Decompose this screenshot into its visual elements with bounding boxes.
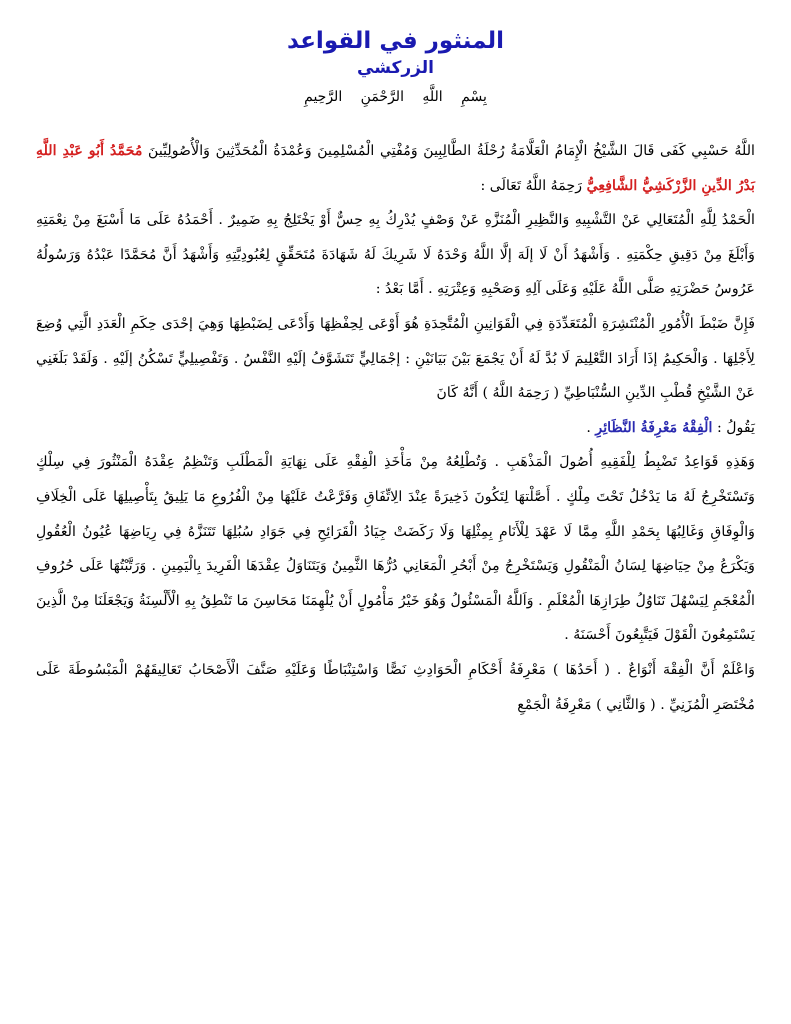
author-full-name-highlight: مُحَمَّدُ أَبُو عَبْدِ اللَّهِ بَدْرُ الدِّينِ الزَّرْكَشِيُّ الشَّافِعِيُّ bbox=[36, 143, 755, 194]
fiqh-types-paragraph: وَاعْلَمْ أَنَّ الْفِقْهَ أَنْوَاعٌ . ( أَحَدُهَا ) مَعْرِفَةُ أَحْكَامِ الْحَوَادِثِ نَصًّا وَاسْتِنْبَاطًا وَعَلَيْهِ صَنَّفَ الْأَصْحَابُ تَعَالِيقَهُمْ الْمَبْسُوطَةَ عَلَى مُخْتَصَرِ الْمُزَنِيِّ . ( وَالثَّانِي ) مَعْرِفَةُ الْجَمْعِ bbox=[36, 661, 755, 713]
document-title: المنثور في القواعد bbox=[286, 28, 505, 54]
quote-lead-text: يَقُولُ : bbox=[716, 419, 755, 436]
opening-intro-text: اللَّهُ حَسْبِي كَفَى قَالَ الشَّيْخُ الْإِمَامُ الْعَلَّامَةُ رُحْلَةُ الطَّالِبِينَ وَمُفْتِي الْمُسْلِمِينَ وَعُمْدَةُ الْمُحَدِّثِينَ وَالْأُصُولِيِّينَ bbox=[148, 143, 755, 159]
opening-blessing-text: رَحِمَهُ اللَّهُ تَعَالَى : bbox=[480, 177, 583, 194]
basmala: بِسْمِ اللَّهِ الرَّحْمَنِ الرَّحِيمِ bbox=[304, 89, 487, 105]
fiqh-definition-highlight: الْفِقْهُ مَعْرِفَةُ النَّظَائِرِ bbox=[595, 419, 713, 436]
quote-end-text: . bbox=[586, 419, 591, 436]
opening-paragraph bbox=[36, 134, 755, 203]
praise-paragraph: الْحَمْدُ لِلَّهِ الْمُتَعَالِي عَنْ التَّشْبِيهِ وَالنَّظِيرِ الْمُنَزَّهِ عَنْ وَصْفٍ يُدْرِكُ بِهِ حِسٌّ أَوْ يَخْتَلِجُ بِهِ ضَمِيرٌ . أَحْمَدُهُ عَلَى مَا أَسْبَغَ مِنْ نِعْمَتِهِ وَأَبْلَغَ مِنْ دَقِيقِ حِكْمَتِهِ . وَأَشْهَدُ أَنْ لَا إلَهَ إلَّا اللَّهُ وَحْدَهُ لَا شَرِيكَ لَهُ شَهَادَةَ مُتَحَقِّقٍ لِعُبُودِيَّتِهِ وَأَشْهَدُ أَنَّ مُحَمَّدًا عَبْدُهُ وَرَسُولُهُ عَرُوسُ حَضْرَتِهِ صَلَّى اللَّهُ عَلَيْهِ وَعَلَى آلِهِ وَصَحْبِهِ وَعِتْرَتِهِ . أَمَّا بَعْدُ : bbox=[36, 212, 755, 298]
document-body bbox=[36, 134, 755, 722]
rules-intro-paragraph: فَإِنَّ ضَبْطَ الْأُمُورِ الْمُنْتَشِرَةِ الْمُتَعَدِّدَةِ فِي الْقَوَانِينِ الْمُتَّحِدَةِ هُوَ أَوْعَى لِحِفْظِهَا وَأَدْعَى لِضَبْطِهَا وَهِيَ إحْدَى حِكَمِ الْعَدَدِ الَّتِي وُضِعَ لِأَجْلِهَا . وَالْحَكِيمُ إذَا أَرَادَ التَّعْلِيمَ لَا بُدَّ لَهُ أَنْ يَجْمَعَ بَيْنَ بَيَانَيْنِ : إجْمَالِيٍّ تَتَشَوَّفُ إلَيْهِ النَّفْسُ . وَتَفْصِيلِيٍّ تَسْكُنُ إلَيْهِ . وَلَقَدْ بَلَغَنِي عَنْ الشَّيْخِ قُطْبِ الدِّينِ السُّنْبَاطِيِّ ( رَحِمَهُ اللَّهُ ) أَنَّهُ كَانَ bbox=[36, 315, 755, 402]
document-author: الزركشي bbox=[357, 58, 434, 78]
book-description-paragraph: وَهَذِهِ قَوَاعِدُ تَضْبِطُ لِلْفَقِيهِ أُصُولَ الْمَذْهَبِ . وَتُطْلِعُهُ مِنْ مَأْخَذِ الْفِقْهِ عَلَى نِهَايَةِ الْمَطْلَبِ وَتَنْظِمُ عِقْدَهُ الْمَنْثُورَ فِي سِلْكٍ وَتَسْتَخْرِجُ لَهُ مَا يَدْخُلُ تَحْتَ مِلْكٍ . أَصَّلْتهَا لِتَكُونَ ذَخِيرَةً عِنْدَ الِاتِّفَاقِ وَفَرَّعْتُ عَلَيْهَا مِنْ الْفُرُوعِ مَا يَلِيقُ بِتَأْصِيلِهَا عَلَى الْخِلَافِ وَالْوِفَاقِ وَغَالِبُهَا بِحَمْدِ اللَّهِ مِمَّا لَا عَهْدَ لِلْأَنَامِ بِمِثْلِهَا وَلَا رَكَضَتْ جِيَادُ الْقَرَائِحِ فِي جَوَادِ سُبُلِهَا تَتَنَزَّهُ فِي رِيَاضِهَا عُيُونُ الْعُقُولِ وَيَكْرَعُ مِنْ حِيَاضِهَا لِسَانُ الْمَنْقُولِ وَيَسْتَخْرِجُ مِنْ أَبْحُرِ الْمَعَانِي دُرُّهَا الثَّمِينُ وَيَتَنَاوَلُ عِقْدَهَا الْفَرِيدَ بِالْيَمِينِ . وَرَتَّبْتُهَا عَلَى حُرُوفِ الْمُعْجَمِ لِيَسْهُلَ تَنَاوُلُ طِرَازِهَا الْمُعْلَمِ . وَاَللَّهُ الْمَسْئُولُ وَهُوَ خَيْرُ مَأْمُولٍ أَنْ يُلْهِمَنَا مَحَاسِنَ مَا تَنْطِقُ بِهِ الْأَلْسِنَةُ وَيَجْعَلَنَا مِنْ الَّذِينَ يَسْتَمِعُونَ الْقَوْلَ فَيَتَّبِعُونَ أَحْسَنَهُ . bbox=[36, 454, 755, 644]
quote-paragraph bbox=[36, 411, 755, 446]
